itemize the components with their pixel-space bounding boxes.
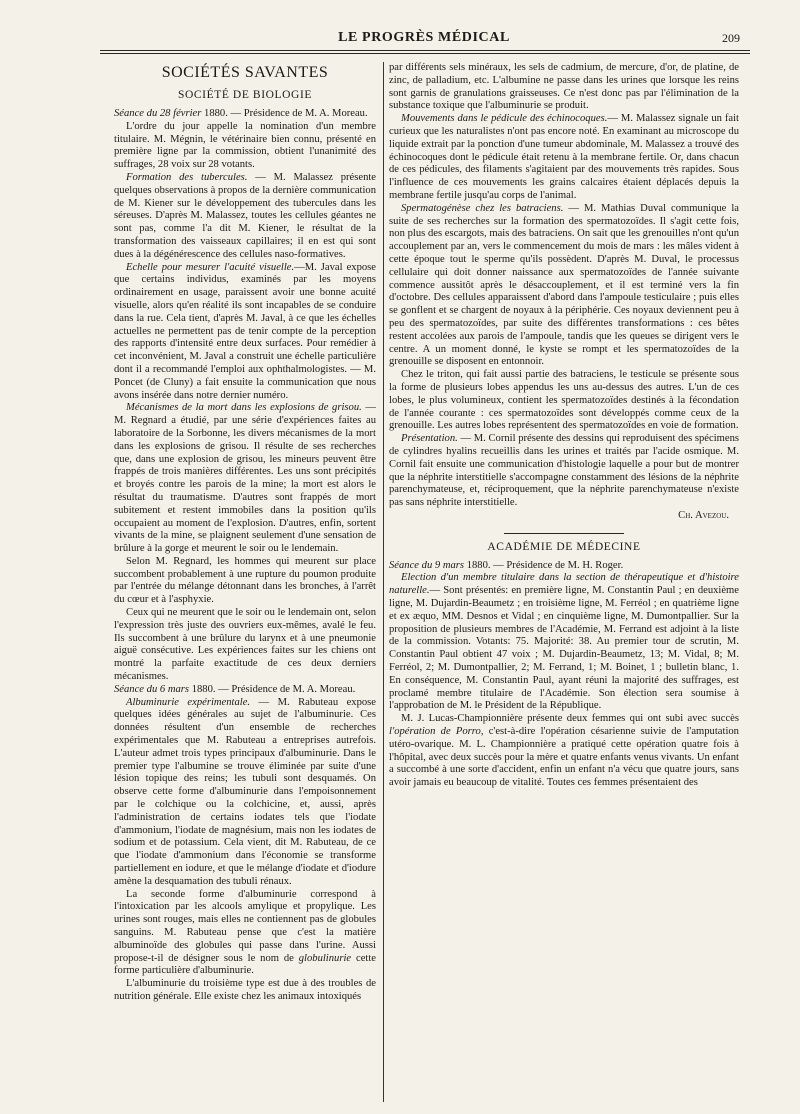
paragraph-title: Election d'un membre titulaire dans la section de thérapeutique et d'histoire naturelle.: [389, 572, 739, 597]
seance-presidency: 1880. — Présidence de M. A. Moreau.: [204, 108, 368, 119]
paragraph-title: Mouvements dans le pédicule des échinocoques.: [401, 113, 608, 125]
paragraph-body: — Sont présentés: en première ligne, M. Constantin Paul ; en deuxième ligne, M. Dujardin-Beaumetz ; en troisième ligne, M. Ferréol ; en quatrième ligne et ex æquo, MM. Desnos et Vidal ; en cinquième ligne, M. Dumontpallier. Sur la proposition de plusieurs membres de l'Académie, M. Ferrand est adjoint à la liste de la commission. Votants: 75. Majorité: 38. Au premier tour de scrutin, M. Constantin Paul obtient 47 voix ; M. Dujardin-Beaumetz, 13; M. Vidal, 8; M. Ferréol, 2; M. Dumontpallier, 2; M. Ferrand, 1; M. Boinet, 1 ; bulletin blanc, 1. En conséquence, M. Constantin Paul, ayant réuni la majorité des suffrages, est proclamé membre titulaire de l'Académie. Son élection sera soumise à l'approbation de M. le Président de la République.: [389, 585, 739, 712]
paragraph: [389, 203, 739, 369]
column-divider: [383, 62, 384, 1102]
left-column: [114, 62, 376, 1107]
paragraph-body: M. J. Lucas-Championnière présente deux femmes qui ont subi avec succès: [401, 713, 739, 725]
paragraph: [114, 889, 376, 979]
seance-presidency: 1880. — Présidence de M. H. Roger.: [466, 559, 624, 571]
header-rule: [100, 50, 750, 51]
paragraph-body: — M. Malassez présente quelques observations à propos de la dernière communication de M. Kiener sur le développement des tubercules dans les séreuses. D'après M. Malassez, toutes les cellules géantes ne sont pas, comme l'a dit M. Kiener, le résultat de la transformation des vaisseaux capillaires; il en est qui sont dues à la dégénérescence des cellules naso-formatives.: [114, 171, 376, 260]
paragraph: [114, 262, 376, 403]
seance-date: Séance du 9 mars: [389, 559, 465, 571]
paragraph-body: La seconde forme d'albuminurie correspond à l'intoxication par les alcools amylique et propylique. Les urines sont rouges, mais elles ne contiennent pas de globules sanguins. M. Rabuteau pense que c'est la matière albuminoïde des globules qui passe dans l'urine. Aussi propose-t-il de désigner sous le nom de: [114, 888, 376, 964]
seance-line: [114, 684, 376, 697]
paragraph-body: — M. Cornil présente des dessins qui reproduisent des spécimens de cylindres hyalins recueillis dans les urines et traités par l'acide osmique. M. Cornil fait ensuite une communication d'histologie laquelle a pour but de montrer que la néphrite interstitielle s'accompagne constamment des lésions de la néphrite parenchymateuse, et, réciproquement, que la néphrite parenchymateuse n'existe pas sans néphrite interstitielle.: [389, 433, 739, 509]
paragraph-body: — M. Regnard a étudié, par une série d'expériences faites au laboratoire de la Sorbonne, les divers mécanismes de la mort dans les explosions de grisou. Il résulte de ses recherches que, dans une explosion de grisou, les mineurs peuvent être frappés de trois manières différentes. Les uns sont précipités et broyés contre les parois de la mine; la mort est alors le résultat du traumatisme. D'autres sont frappés de mort subitement et restent immobiles dans la position qu'ils occupaient au moment de l'explosion. D'autres, enfin, sortent vivants de la mine, se plaignent seulement d'une sensation de brûlure à la gorge et meurent le soir ou le lendemain.: [114, 402, 376, 555]
right-column: [389, 62, 739, 1107]
paragraph-body: cette forme particulière d'albuminurie.: [114, 952, 376, 977]
paragraph-body: — M. Rabuteau expose quelques idées générales au sujet de l'albuminurie. Ces données résultent d'un ensemble de recherches expérimentales que M. Rabuteau a entreprises autrefois. L'auteur admet trois types principaux d'albuminurie. Dans le premier type l'albumine se trouve éliminée par suite d'une lésion topique des reins; les tubuli sont desquamés. On observe cette forme d'albuminurie dans l'empoisonnement par le colchique ou la colchicine, et, aussi, après l'administration de certains iodates tels que l'iodate d'ammonium, l'iodate de magnésium, mais non les iodates de sodium et de potassium. Cela vient, dit M. Rabuteau, de ce que l'iodate d'ammonium dans l'économie se transforme partiellement en iodure, et que le mélange d'iodate et d'iodure amène la desquamation des tubuli rénaux.: [114, 696, 376, 887]
paragraph: Selon M. Regnard, les hommes qui meurent sur place succombent probablement à une rupture du poumon produite par l'entrée du mélange détonnant dans les bronches, à l'arrêt du cœur et à l'asphyxie.: [114, 555, 376, 606]
seance-presidency: 1880. — Présidence de M. A. Moreau.: [191, 683, 356, 695]
seance-date: Séance du 6 mars: [114, 683, 190, 695]
paragraph: Ceux qui ne meurent que le soir ou le lendemain ont, selon l'expression très juste des ouvriers eux-mêmes, avalé le feu. Ils succombent à une brûlure du larynx et à une pneumonie aiguë consécutive. Les expériences faites sur les chiens ont montré la parfaite exactitude de ces deux derniers mécanismes.: [114, 607, 376, 683]
page-header: [100, 28, 748, 50]
paragraph: [389, 572, 739, 713]
section-separator: [504, 533, 624, 534]
paragraph-title: Spermatogénèse chez les batraciens.: [401, 202, 564, 214]
paragraph-title: Echelle pour mesurer l'acuité visuelle.: [126, 261, 295, 273]
paragraph: [114, 402, 376, 556]
paragraph: L'albuminurie du troisième type est due à des troubles de nutrition générale. Elle existe chez les animaux intoxiqués: [114, 978, 376, 1002]
paragraph: [389, 113, 739, 203]
society-heading: SOCIÉTÉ DE BIOLOGIE: [177, 89, 313, 101]
seance-line: [389, 560, 739, 573]
author-signature: Ch. Avezou.: [678, 509, 729, 521]
paragraph-body: , c'est-à-dire l'opération césarienne suivie de l'amputation utéro-ovarique. M. L. Championnière a pratiqué cette opération quatre fois à l'hôpital, avec deux succès pour la mère et quatre enfants venus vivants. Un enfant a succombé à une sorte d'accident, enfin un enfant n'a vécu que quatre jours, sans avoir jamais eu beaucoup de vitalité. Toutes ces femmes présentaient des: [389, 726, 739, 789]
paragraph: [114, 172, 376, 262]
paragraph-title: Présentation.: [401, 433, 458, 445]
paragraph: [389, 433, 739, 510]
paragraph: Chez le triton, qui fait aussi partie des batraciens, le testicule se présente sous la forme de plusieurs lobes appendus les uns au-dessus des autres. L'un de ces lobes, le plus volumineux, contient les spermatozoïdes destinés à la fécondation de l'année courante : ces spermatozoïdes sont développés comme ceux de la grenouille. Les autres lobes représentent des spermatozoïdes en voie de formation.: [389, 369, 739, 432]
paragraph-body: —M. Javal expose que certains individus, examinés par les moyens ordinairement en usage, paraissent avoir une bonne acuité visuelle, alors qu'en réalité ils sont incapables de se conduire dans la rue. Cela tient, d'après M. Javal, à ce que les échelles actuelles ne permettent pas de tenir compte de la perception des rapports d'intensité entre deux surfaces. Pour remédier à cet inconvénient, M. Javal a construit une échelle particulière dont il a recommandé l'emploi aux ophthalmologistes. — M. Poncet (de Cluny) a fait ensuite la communication que nous avons insérée dans notre dernier numéro.: [114, 261, 376, 401]
paragraph-title: Mécanismes de la mort dans les explosions de grisou.: [126, 402, 362, 414]
emphasis: globulinurie: [298, 952, 352, 964]
seance-date: Séance du 28 février: [114, 108, 202, 119]
emphasis: l'opération de Porro: [389, 726, 481, 738]
paragraph: [114, 697, 376, 889]
academy-heading: ACADÉMIE DE MÉDECINE: [487, 540, 641, 553]
header-rule-double: [100, 53, 750, 54]
paragraph-body: — M. Mathias Duval communique la suite de ses recherches sur la formation des spermatozoïdes. Il s'agit cette fois, non plus des escargots, mais des batraciens. On sait que les grenouilles n'ont qu'un accouplement par an, vers le commencement du mois de mars : les mâles vident à cette époque tout le sperme qu'ils possèdent. D'après M. Duval, le processus cellulaire qui doit donner naissance aux spermatozoïdes de l'année suivante commence aussitôt après le désaccouplement, et il est terminé vers la fin d'octobre. Des cellules apparaissent d'abord dans l'ampoule testiculaire ; puis elles se gonflent et se chargent de noyaux à la périphérie. Ces noyaux deviennent peu à peu des spermatozoïdes, par suite des différentes transformations : ces bêtes restent accolées aux parois de l'ampoule, tandis que les queues se dirigent vers le centre. A un moment donné, le kyste se rompt et les spermatozoïdes de la grenouille se disposent en entonnoir.: [389, 202, 739, 368]
paragraph: par différents sels minéraux, les sels de cadmium, de mercure, d'or, de platine, de zinc, de palladium, etc. L'albumine ne passe dans les urines que lorsque les reins sont garnis de granulations graisseuses. Ce n'est donc pas par l'élimination de la substance toxique que l'albuminurie se produit.: [389, 62, 739, 112]
section-heading: SOCIÉTÉS SAVANTES: [161, 64, 329, 81]
paragraph-title: Albuminurie expérimentale.: [126, 696, 251, 708]
paragraph: [389, 713, 739, 790]
paragraph-title: Formation des tubercules.: [126, 171, 248, 183]
seance-line: [114, 108, 376, 121]
paragraph-body: — M. Malassez signale un fait curieux que les naturalistes n'ont pas encore noté. En examinant au microscope du liquide extrait par la ponction d'une tumeur abdominale, M. Malassez a trouvé des échinocoques dont le pédicule était retenu à la membrane fertile. Or, dans chacun de ces pédicules, des filaments s'agitaient par des mouvements très rapides. Sous l'influence de ces mouvements les grains calcaires étaient déplacés depuis la membrane fertile jusqu'au corps de l'animal.: [389, 113, 739, 201]
page-number: 209: [722, 31, 740, 45]
journal-title: LE PROGRÈS MÉDICAL: [338, 30, 510, 45]
paragraph: L'ordre du jour appelle la nomination d'un membre titulaire. M. Mégnin, le vétérinaire bien connu, présenté en première ligne par la commission, obtient l'unanimité des suffrages, 28 voix sur 28 votants.: [114, 120, 376, 171]
